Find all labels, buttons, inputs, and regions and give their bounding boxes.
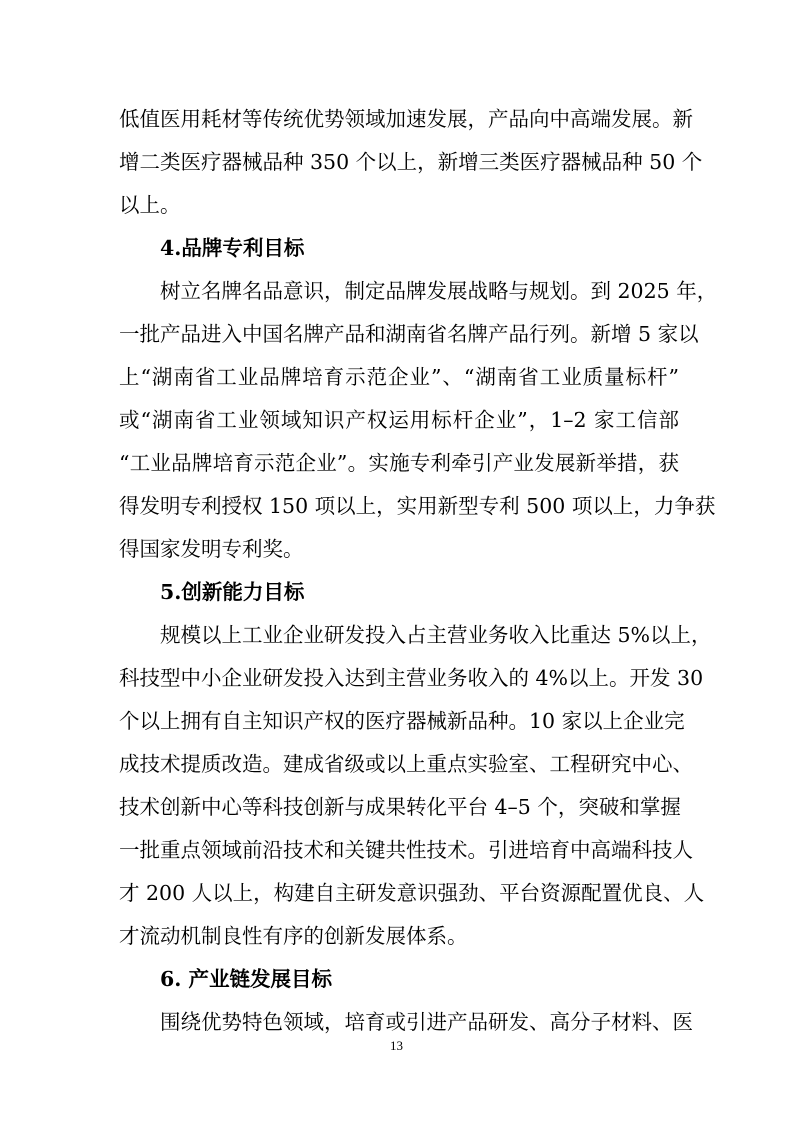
paragraph-line: 一批重点领域前沿技术和关键共性技术。引进培育中高端科技人 xyxy=(119,838,693,862)
paragraph-line: 围绕优势特色领域，培育或引进产品研发、高分子材料、医 xyxy=(160,1010,693,1034)
paragraph-line: 低值医用耗材等传统优势领域加速发展，产品向中高端发展。新 xyxy=(119,107,693,131)
paragraph-line: 规模以上工业企业研发投入占主营业务收入比重达 5%以上， xyxy=(160,623,712,647)
paragraph-line: 得发明专利授权 150 项以上，实用新型专利 500 项以上，力争获 xyxy=(119,494,716,518)
page-number: 13 xyxy=(390,1038,403,1053)
paragraph-line: 或“湖南省工业领域知识产权运用标杆企业”，1–2 家工信部 xyxy=(119,408,679,432)
paragraph-line: 成技术提质改造。建成省级或以上重点实验室、工程研究中心、 xyxy=(119,752,693,776)
paragraph-line: 才 200 人以上，构建自主研发意识强劲、平台资源配置优良、人 xyxy=(119,881,705,905)
paragraph-line: 增二类医疗器械品种 350 个以上，新增三类医疗器械品种 50 个 xyxy=(119,150,703,174)
paragraph-line: “工业品牌培育示范企业”。实施专利牵引产业发展新举措，获 xyxy=(119,451,679,475)
paragraph-line: 个以上拥有自主知识产权的医疗器械新品种。10 家以上企业完 xyxy=(119,709,685,733)
section-heading-innovation: 5.创新能力目标 xyxy=(160,580,305,604)
section-heading-brand-patent: 4.品牌专利目标 xyxy=(160,236,305,260)
section-heading-industry-chain: 6. 产业链发展目标 xyxy=(160,967,333,991)
paragraph-line: 科技型中小企业研发投入达到主营业务收入的 4%以上。开发 30 xyxy=(119,666,704,690)
paragraph-line: 以上。 xyxy=(119,193,181,217)
paragraph-line: 树立名牌名品意识，制定品牌发展战略与规划。到 2025 年， xyxy=(160,279,718,303)
paragraph-line: 一批产品进入中国名牌产品和湖南省名牌产品行列。新增 5 家以 xyxy=(119,322,699,346)
paragraph-line: 技术创新中心等科技创新与成果转化平台 4–5 个，突破和掌握 xyxy=(119,795,681,819)
paragraph-line: 得国家发明专利奖。 xyxy=(119,537,304,561)
paragraph-line: 才流动机制良性有序的创新发展体系。 xyxy=(119,924,468,948)
paragraph-line: 上“湖南省工业品牌培育示范企业”、“湖南省工业质量标杆” xyxy=(119,365,679,389)
